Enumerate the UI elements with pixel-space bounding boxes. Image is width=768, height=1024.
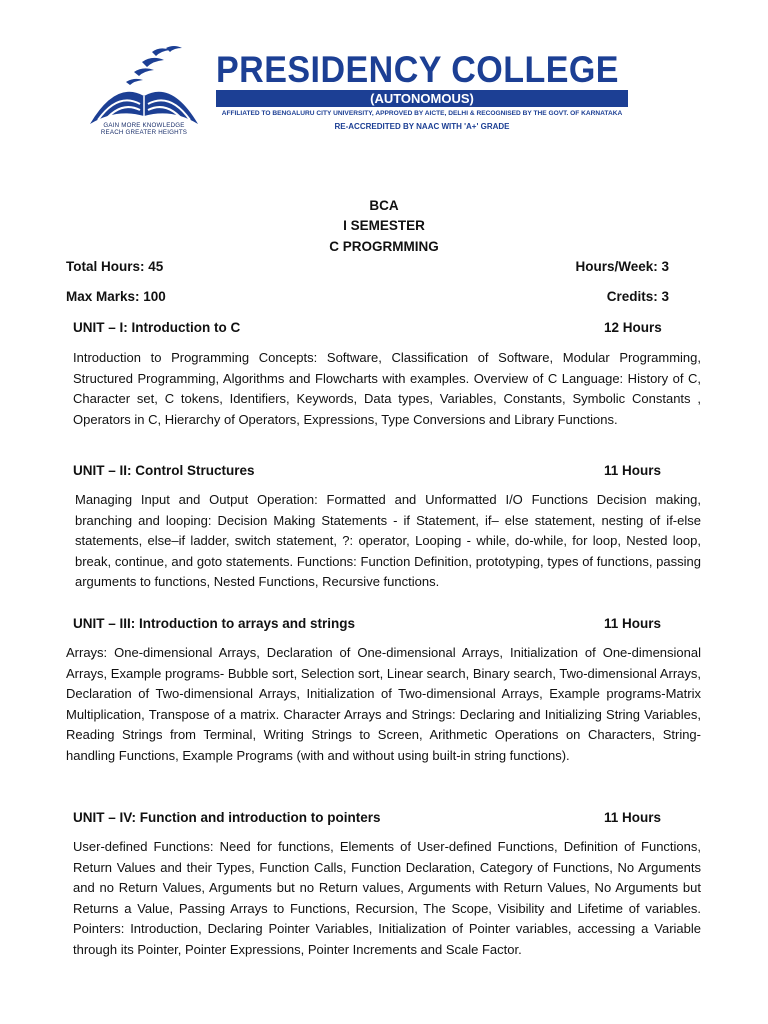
book-birds-logo-icon (82, 46, 206, 128)
unit-2-title: UNIT – II: Control Structures (73, 463, 255, 478)
unit-4-content: User-defined Functions: Need for functions, Elements of User-defined Functions, Definition of Functions, Return Values and their Types, Function Calls, Function Declaration, Category of Functions, No Arguments and no Return Values, Arguments but no Return values, Arguments with Return Values, No Arguments but Returns a Value, Passing Arrays to Functions, Recursion, The Scope, Visibility and Lifetime of variables. Pointers: Introduction, Declaring Pointer Variables, Initialization of Pointer variables, accessing a Variable through its Pointer, Pointer Expressions, Pointer Increments and Scale Factor. (73, 839, 701, 957)
hours-per-week: Hours/Week: 3 (575, 259, 669, 274)
accreditation-text: RE-ACCREDITED BY NAAC WITH 'A+' GRADE (334, 122, 510, 131)
unit-1-title: UNIT – I: Introduction to C (73, 320, 241, 335)
semester-title: I SEMESTER (343, 218, 425, 233)
affiliation-text: AFFILIATED TO BENGALURU CITY UNIVERSITY, APPROVED BY AICTE, DELHI & RECOGNISED BY THE GOVT. OF KARNATAKA (221, 110, 623, 117)
subject-title: C PROGRMMING (329, 239, 439, 254)
total-hours: Total Hours: 45 (66, 259, 164, 274)
unit-1-hours: 12 Hours (604, 320, 662, 335)
autonomous-banner: (AUTONOMOUS) (216, 90, 628, 107)
college-name: PRESIDENCY COLLEGE (216, 49, 619, 90)
motto-line-1: GAIN MORE KNOWLEDGE (103, 122, 185, 129)
unit-1-content: Introduction to Programming Concepts: Software, Classification of Software, Modular Programming, Structured Programming, Algorithms and Flowcharts with examples. Overview of C Language: History of C, Character set, C tokens, Identifiers, Keywords, Data types, Variables, Constants, Symbolic Constants , Operators in C, Hierarchy of Operators, Expressions, Type Conversions and Library Functions. (73, 350, 701, 427)
college-motto (82, 122, 206, 136)
unit-2-content: Managing Input and Output Operation: Formatted and Unformatted I/O Functions Decision making, branching and looping: Decision Making Statements - if Statement, if– else statement, nesting of if-else statements, else–if ladder, switch statement, ?: operator, Looping - while, do-while, for loop, Nested loop, break, continue, and goto statements. Functions: Function Definition, prototyping, types of functions, passing arguments to functions, Nested Functions, Recursive functions. (75, 492, 701, 589)
unit-3-content: Arrays: One-dimensional Arrays, Declaration of One-dimensional Arrays, Initialization of One-dimensional Arrays, Example programs- Bubble sort, Selection sort, Linear search, Binary search, Two-dimensional Arrays, Declaration of Two-dimensional Arrays, Initialization of Two-dimensional Arrays, Example programs-Matrix Multiplication, Transpose of a matrix. Character Arrays and Strings: Declaring and Initializing String Variables, Reading Strings from Terminal, Writing Strings to Screen, Arithmetic Operations on Characters, String-handling Functions, Example Programs (with and without using built-in string functions). (66, 645, 701, 763)
unit-4-hours: 11 Hours (604, 810, 662, 825)
unit-2-hours: 11 Hours (604, 463, 662, 478)
unit-3-hours: 11 Hours (604, 616, 662, 631)
max-marks: Max Marks: 100 (66, 289, 166, 304)
credits: Credits: 3 (606, 289, 669, 304)
unit-4-title: UNIT – IV: Function and introduction to pointers (73, 810, 381, 825)
unit-3-title: UNIT – III: Introduction to arrays and strings (73, 616, 356, 631)
program-title: BCA (369, 198, 399, 213)
motto-line-2: REACH GREATER HEIGHTS (100, 129, 188, 136)
